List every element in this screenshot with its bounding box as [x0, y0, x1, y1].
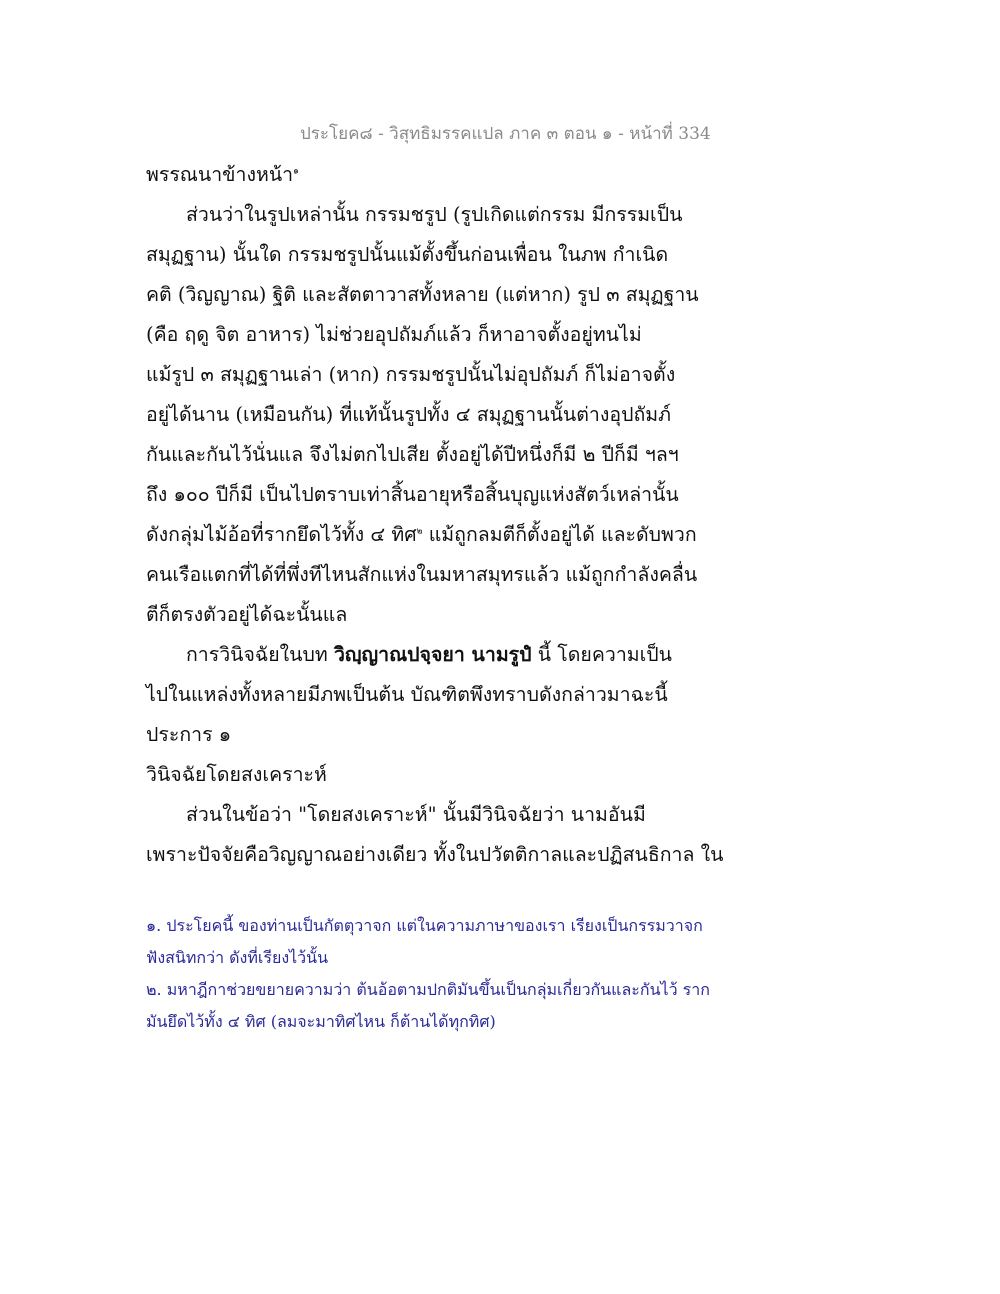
text-line: ประการ ๑ [146, 723, 232, 746]
footnote-line: ฟังสนิทกว่า ดังที่เรียงไว้นั้น [146, 948, 329, 967]
text-span: พรรณนาข้างหน้า [146, 163, 294, 186]
text-line: ส่วนในข้อว่า "โดยสงเคราะห์" นั้นมีวินิจฉัยว่า นามอันมี [186, 803, 646, 826]
text-line [146, 515, 716, 555]
text-line: เพราะปัจจัยคือวิญญาณอย่างเดียว ทั้งในปวัตติกาลและปฏิสนธิกาล ใน [146, 843, 724, 866]
footnote-marker: ๑ [293, 166, 299, 177]
text-line: คนเรือแตกที่ได้ที่พึ่งทีไหนสักแห่งในมหาสมุทรแล้ว แม้ถูกกำลังคลื่น [146, 563, 698, 586]
text-line: สมุฏฐาน) นั้นใด กรรมชรูปนั้นแม้ตั้งขึ้นก่อนเพื่อน ในภพ กำเนิด [146, 243, 669, 266]
footnote-line: ๒. มหาฎีกาช่วยขยายความว่า ต้นอ้อตามปกติมันขึ้นเป็นกลุ่มเกี่ยวกันและกันไว้ ราก [146, 980, 710, 999]
text-span: แม้ถูกลมตีก็ตั้งอยู่ได้ และดับพวก [422, 523, 697, 546]
text-line [146, 635, 716, 675]
text-line: แม้รูป ๓ สมุฏฐานเล่า (หาก) กรรมชรูปนั้นไม่อุปถัมภ์ ก็ไม่อาจตั้ง [146, 363, 676, 386]
body-text [146, 155, 724, 875]
bold-term: วิญฺญาณปจฺจยา นามรูปํ [333, 643, 532, 666]
text-span: ดังกลุ่มไม้อ้อที่รากยึดไว้ทั้ง ๔ ทิศ [146, 523, 417, 546]
section-heading: วินิจฉัยโดยสงเคราะห์ [146, 763, 327, 786]
text-line: กันและกันไว้นั่นแล จึงไม่ตกไปเสีย ตั้งอยู่ได้ปีหนึ่งก็มี ๒ ปีก็มี ฯลฯ [146, 443, 679, 466]
footnotes [146, 910, 746, 1038]
text-line: ตีก็ตรงตัวอยู่ได้ฉะนั้นแล [146, 603, 348, 626]
footnote-marker: ๒ [416, 526, 423, 537]
text-span: การวินิจฉัยในบท [186, 643, 334, 666]
text-span: นี้ โดยความเป็น [531, 643, 673, 666]
text-line [146, 155, 716, 195]
footnote-line: ๑. ประโยคนี้ ของท่านเป็นกัตตุวาจก แต่ในความภาษาของเรา เรียงเป็นกรรมวาจก [146, 916, 703, 935]
text-line: ถึง ๑๐๐ ปีก็มี เป็นไปตราบเท่าสิ้นอายุหรือสิ้นบุญแห่งสัตว์เหล่านั้น [146, 483, 679, 506]
text-line: (คือ ฤดู จิต อาหาร) ไม่ช่วยอุปถัมภ์แล้ว ก็หาอาจตั้งอยู่ทนไม่ [146, 323, 642, 346]
text-line: ไปในแหล่งทั้งหลายมีภพเป็นต้น บัณฑิตพึงทราบดังกล่าวมาฉะนี้ [146, 683, 668, 706]
text-line: อยู่ได้นาน (เหมือนกัน) ที่แท้นั้นรูปทั้ง ๔ สมุฏฐานนั้นต่างอุปถัมภ์ [146, 403, 671, 426]
text-line: คติ (วิญญาณ) ฐิติ และสัตตาวาสทั้งหลาย (แต่หาก) รูป ๓ สมุฏฐาน [146, 283, 699, 306]
text-line: ส่วนว่าในรูปเหล่านั้น กรรมชรูป (รูปเกิดแต่กรรม มีกรรมเป็น [186, 203, 683, 226]
page-header: ประโยค๘ - วิสุทธิมรรคแปล ภาค ๓ ตอน ๑ - หน้าที่ 334 [300, 124, 711, 144]
footnote-line: มันยึดไว้ทั้ง ๔ ทิศ (ลมจะมาทิศไหน ก็ต้านได้ทุกทิศ) [146, 1012, 496, 1031]
